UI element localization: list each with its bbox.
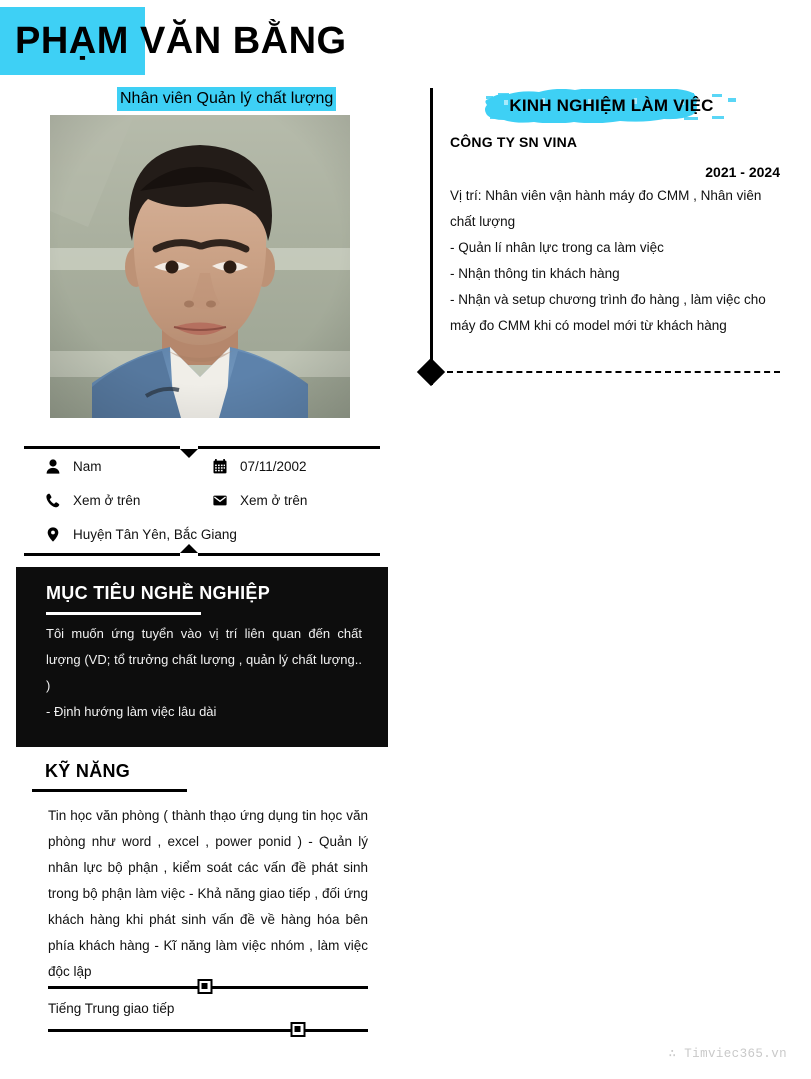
footer-watermark: ∴ Timviec365.vn [668,1047,787,1061]
contact-value: Nam [73,459,102,474]
contact-value: Huyện Tân Yên, Bắc Giang [73,527,237,542]
experience-line: - Nhận thông tin khách hàng [450,266,620,281]
contact-item-phone [44,492,140,509]
skill-slider-track [48,1029,368,1032]
skill-level-slider[interactable] [48,986,368,989]
chevron-up-icon [180,544,198,553]
experience-line: Vị trí: Nhân viên vận hành máy đo CMM , Nhân viên chất lượng [450,188,762,229]
contact-item-birthday [211,458,307,475]
timeline-dashed-connector [447,371,780,373]
phone-icon [44,492,61,509]
contact-item-gender [44,458,102,475]
skill-slider-handle[interactable] [197,979,212,994]
job-title: Nhân viên Quản lý chất lượng [117,87,336,111]
contact-value: Xem ở trên [73,493,141,508]
chevron-down-icon [180,449,198,458]
career-objective-underline [46,612,201,615]
location-pin-icon [44,526,61,543]
experience-heading [484,89,739,123]
skill-name: Tiếng Trung giao tiếp [48,1001,175,1016]
envelope-icon [211,492,228,509]
career-objective-paragraph: Tôi muốn ứng tuyển vào vị trí liên quan đến chất lượng (VD; tổ trưởng chất lượng , quản lý chất lượng.. ) [46,626,362,693]
skills-title: KỸ NĂNG [45,761,131,781]
page-title: PHẠM VĂN BẰNG [15,20,347,62]
timeline-line [430,88,433,385]
experience-date-range: 2021 - 2024 [705,164,780,180]
contact-divider-bottom [24,553,380,556]
career-objective-body [46,621,362,725]
calendar-icon [211,458,228,475]
career-objective-title: MỤC TIÊU NGHỀ NGHIỆP [46,583,271,603]
experience-line: - Quản lí nhân lực trong ca làm việc [450,240,664,255]
contact-value: 07/11/2002 [240,459,307,474]
experience-details [450,183,782,339]
career-objective-section [16,567,388,747]
skill-slider-handle[interactable] [290,1022,305,1037]
contact-value: Xem ở trên [240,493,308,508]
contact-item-email [211,492,307,509]
skills-description: Tin học văn phòng ( thành thạo ứng dụng tin học văn phòng như word , excel , power ponid ) - Quản lý nhân lực bộ phận , kiểm soát các vấn đề phát sinh trong bộ phận làm việc - Khả năng giao tiếp , đối ứng khách hàng khi phát sinh vấn đề về hàng hóa bên phía khách hàng - Kĩ năng làm việc nhóm , làm việc độc lập [48,808,368,979]
contact-divider-top [24,446,380,449]
experience-line: - Nhận và setup chương trình đo hàng , làm việc cho máy đo CMM khi có model mới từ khách hàng [450,292,766,333]
skill-level-slider[interactable] [48,1029,368,1032]
skills-underline [32,789,187,792]
career-objective-line2: - Định hướng làm việc lâu dài [46,704,217,719]
person-icon [44,458,61,475]
timeline-diamond-marker [417,358,445,386]
experience-heading-label: KINH NGHIỆM LÀM VIỆC [509,96,714,115]
profile-photo [50,115,350,418]
contact-item-address [44,526,237,543]
experience-company: CÔNG TY SN VINA [450,134,578,150]
